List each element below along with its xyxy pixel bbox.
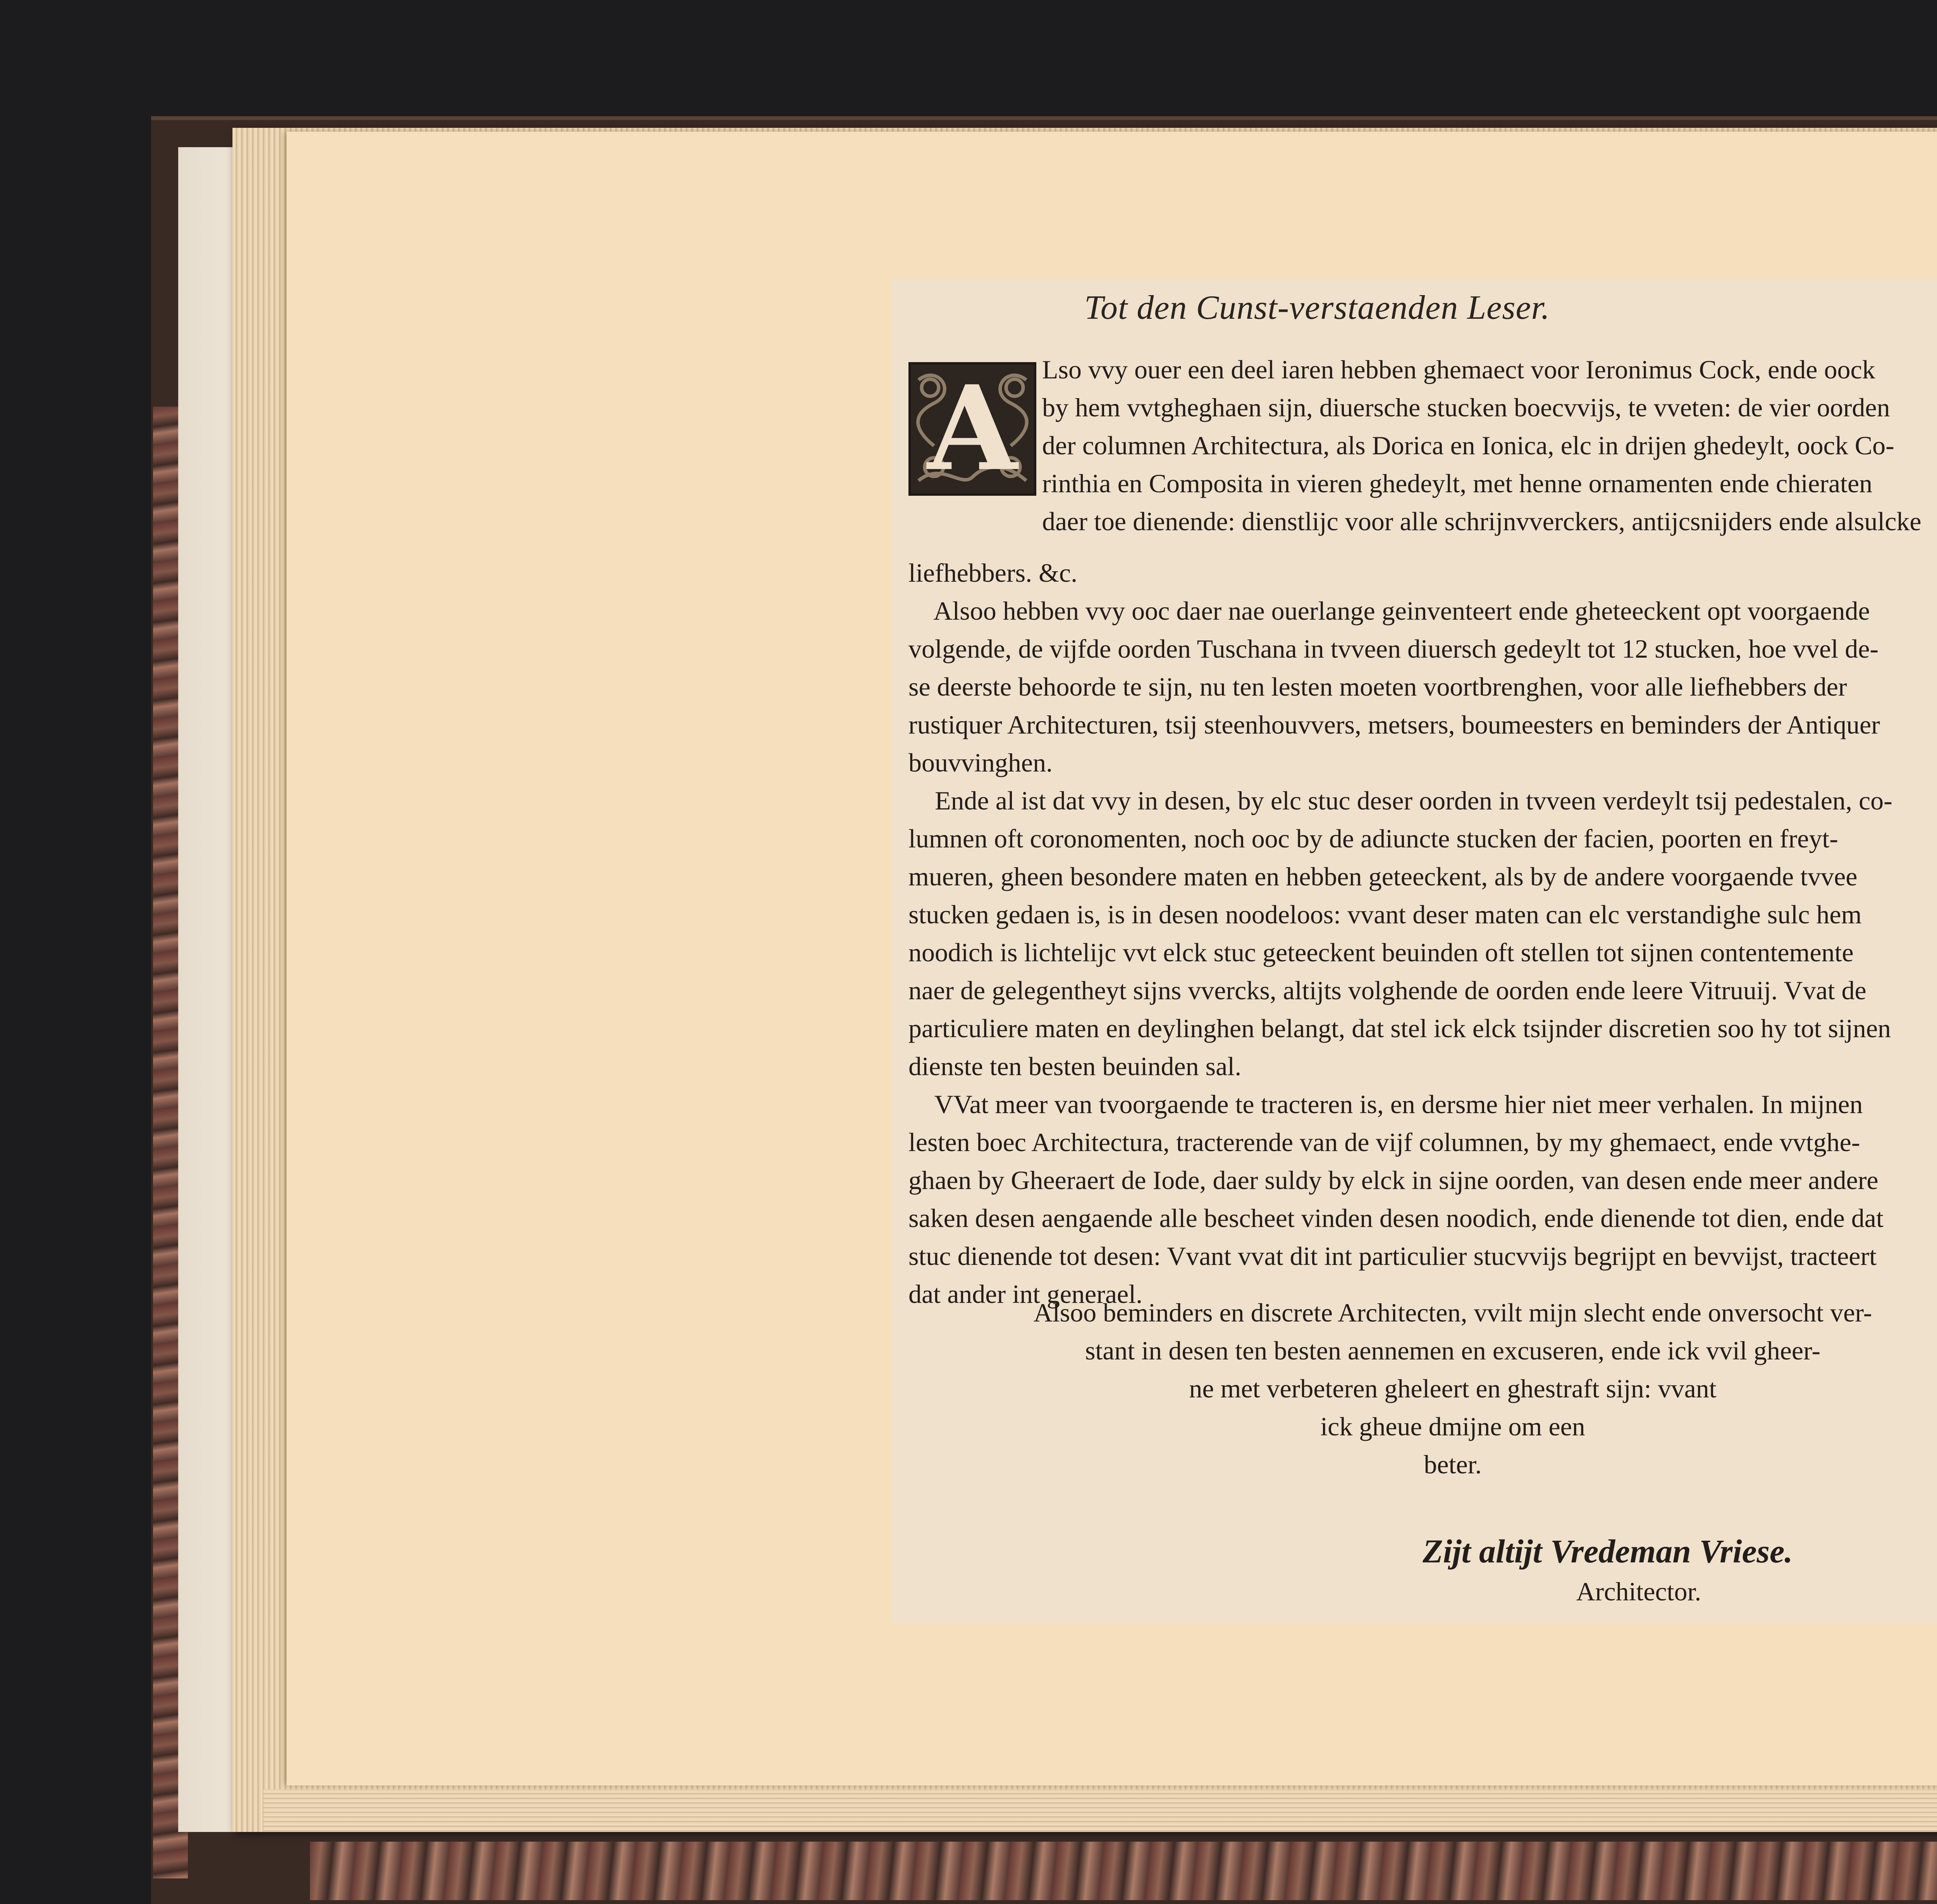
text-line: naer de gelegentheyt sijns vvercks, altijts volghende de oorden ende leere Vitruuij. Vvat de [908, 976, 1866, 1005]
text-line: liefhebbers. &c. [908, 558, 1078, 588]
text-line: VVat meer van tvoorgaende te tracteren is, en dersme hier niet meer verhalen. In mijnen [908, 1089, 1863, 1119]
text-line: dat ander int generael. [908, 1279, 1143, 1309]
text-line: se deerste behoorde te sijn, nu ten lesten moeten voortbrenghen, voor alle liefhebbers der [908, 672, 1847, 701]
text-line: Alsoo beminders en discrete Architecten, vvilt mijn slecht ende onversocht ver- [1033, 1298, 1872, 1327]
opening-paragraph [1042, 351, 1922, 540]
drop-cap-letter: A [927, 362, 1018, 496]
text-line: rustiquer Architecturen, tsij steenhouvvers, metsers, boumeesters en beminders der Antiquer [908, 710, 1880, 739]
text-line: by hem vvtgheghaen sijn, diuersche stucken boecvvijs, te vveten: de vier oorden [1042, 393, 1890, 422]
text-line: stucken gedaen is, is in desen noodeloos: vvant deser maten can elc verstandighe sulc hem [908, 900, 1862, 929]
text-line: Alsoo hebben vvy ooc daer nae ouerlange geinventeert ende gheteeckent opt voorgaende [908, 596, 1870, 626]
decorated-initial [908, 362, 1036, 496]
text-line: Lso vvy ouer een deel iaren hebben ghemaect voor Ieronimus Cock, ende oock [1042, 355, 1875, 384]
text-line: ick gheue dmijne om een [1320, 1412, 1585, 1441]
signature: Zijt altijt Vredeman Vriese. [1423, 1533, 1793, 1570]
text-line: der columnen Architectura, als Dorica en Ionica, elc in drijen ghedeylt, oock Co- [1042, 431, 1894, 460]
text-line: Ende al ist dat vvy in desen, by elc stuc deser oorden in tvveen verdeylt tsij pedestalen, co- [908, 786, 1892, 815]
text-line: stuc dienende tot desen: Vvant vvat dit int particulier stucvvijs begrijpt en bevvijst, tracteert [908, 1241, 1877, 1271]
text-line: bouvvinghen. [908, 748, 1053, 777]
text-line: stant in desen ten besten aennemen en excuseren, ende ick vvil gheer- [1085, 1336, 1821, 1365]
text-line: dienste ten besten beuinden sal. [908, 1052, 1242, 1081]
text-line: rinthia en Composita in vieren ghedeylt, met henne ornamenten ende chieraten [1042, 469, 1873, 498]
text-line: daer toe dienende: dienstlijc voor alle schrijnvverckers, antijcsnijders ende alsulcke [1042, 507, 1922, 536]
text-line: saken desen aengaende alle bescheet vinden desen noodich, ende dienende tot dien, ende dat [908, 1203, 1884, 1233]
text-line: particuliere maten en deylinghen belangt, dat stel ick elck tsijnder discretien soo hy tot sijnen [908, 1014, 1891, 1043]
closing-paragraph [891, 1294, 1937, 1483]
text-line: volgende, de vijfde oorden Tuschana in tvveen diuersch gedeylt tot 12 stucken, hoe vvel de- [908, 634, 1879, 663]
page-stack-bottom [263, 1789, 1937, 1832]
body-text [908, 554, 1892, 1313]
page-title: Tot den Cunst-verstaenden Leser. [1084, 289, 1550, 326]
text-line: lesten boec Architectura, tracterende van de vijf columnen, by my ghemaect, ende vvtghe- [908, 1127, 1860, 1157]
signature-role: Architector. [1576, 1577, 1701, 1606]
text-line: lumnen oft coronomenten, noch ooc by de adiuncte stucken der facien, poorten en freyt- [908, 824, 1838, 853]
text-line: ghaen by Gheeraert de Iode, daer suldy by elck in sijne oorden, van desen ende meer andere [908, 1165, 1879, 1195]
text-line: beter. [1424, 1450, 1482, 1479]
text-line: ne met verbeteren gheleert en ghestraft sijn: vvant [1189, 1374, 1717, 1403]
text-line: mueren, gheen besondere maten en hebben geteeckent, als by de andere voorgaende tvvee [908, 862, 1858, 891]
marbled-edge-bottom [310, 1842, 1937, 1900]
text-line: noodich is lichtelijc vvt elck stuc geteeckent beuinden oft stellen tot sijnen contentemente [908, 938, 1854, 967]
